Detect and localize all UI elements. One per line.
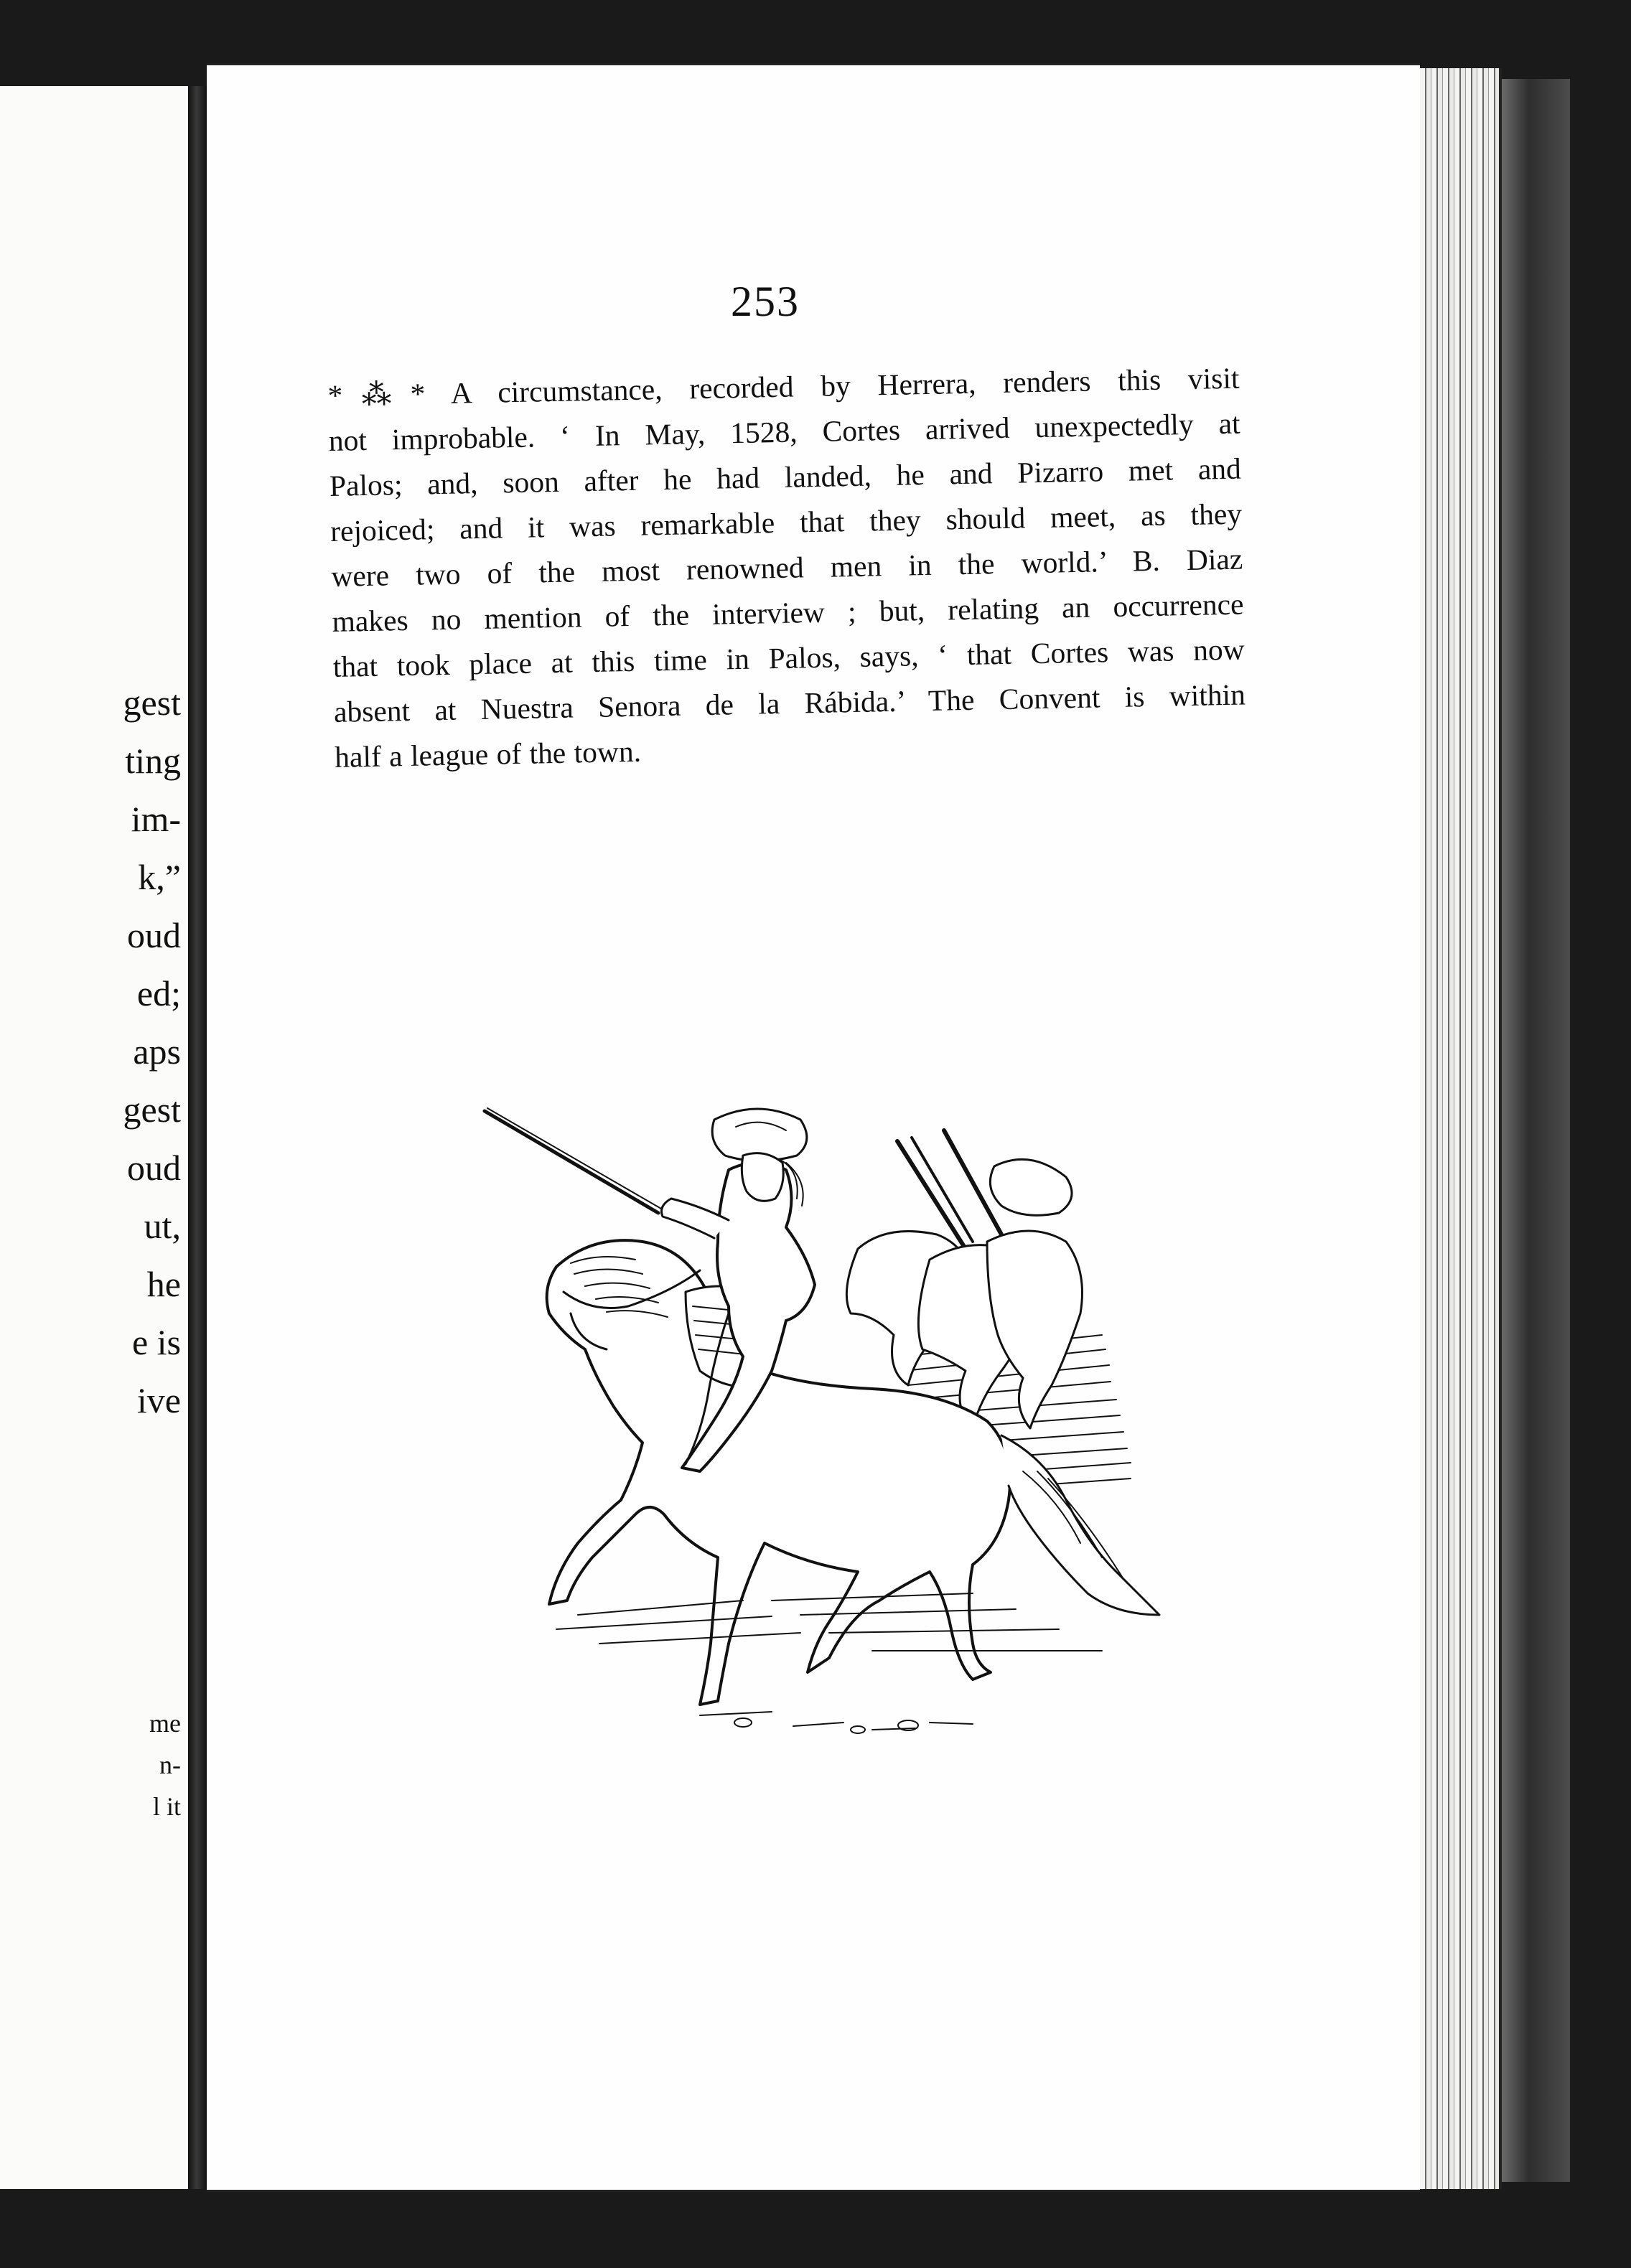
text-line: were two of the most renowned men in the world.’ B. Diaz	[330, 542, 1243, 593]
book-cover-edge	[1502, 79, 1570, 2182]
ground-hatching	[556, 1593, 1102, 1730]
engraving-illustration	[470, 1098, 1210, 1787]
text-line: absent at Nuestra Senora de la Rábida.’ The Convent is within	[333, 678, 1246, 728]
left-line-end: im-	[131, 799, 181, 839]
left-line-end: e is	[131, 1322, 181, 1362]
left-line-end: k,”	[138, 857, 181, 897]
page-fore-edge	[1420, 68, 1502, 2189]
left-line-end: aps	[133, 1031, 181, 1072]
left-line-end: ive	[136, 1380, 181, 1420]
page-number: 253	[731, 278, 800, 325]
lance-shaft	[485, 1111, 658, 1213]
text-line: not improbable. ‘ In May, 1528, Cortes arrived unexpectedly at	[328, 406, 1241, 457]
note-paragraph	[327, 356, 1247, 780]
left-footnote-end: me	[149, 1709, 181, 1738]
left-line-end: ting	[125, 741, 181, 781]
text-line: makes no mention of the interview ; but, relating an occurrence	[332, 587, 1244, 638]
left-line-end: gest	[123, 1090, 181, 1130]
book-gutter	[188, 86, 207, 2189]
left-line-end: ut,	[144, 1206, 181, 1246]
text-line: rejoiced; and it was remarkable that they should meet, as they	[330, 497, 1243, 548]
left-line-end: gest	[123, 683, 181, 723]
text-line: *⁂* A circumstance, recorded by Herrera, renders this visit	[327, 361, 1240, 412]
left-facing-page	[0, 86, 192, 2189]
left-footnote-end: l it	[152, 1792, 181, 1821]
left-line-end: oud	[127, 915, 181, 955]
left-line-end: ed;	[136, 973, 181, 1013]
left-line-end: he	[146, 1264, 181, 1304]
text-line: that took place at this time in Palos, says, ‘ that Cortes was now	[332, 632, 1246, 683]
text-line: half a league of the town.	[334, 734, 642, 774]
text-line: Palos; and, soon after he had landed, he and Pizarro met and	[329, 451, 1242, 502]
left-footnote-end: n-	[159, 1751, 181, 1779]
left-line-end: oud	[127, 1148, 181, 1188]
